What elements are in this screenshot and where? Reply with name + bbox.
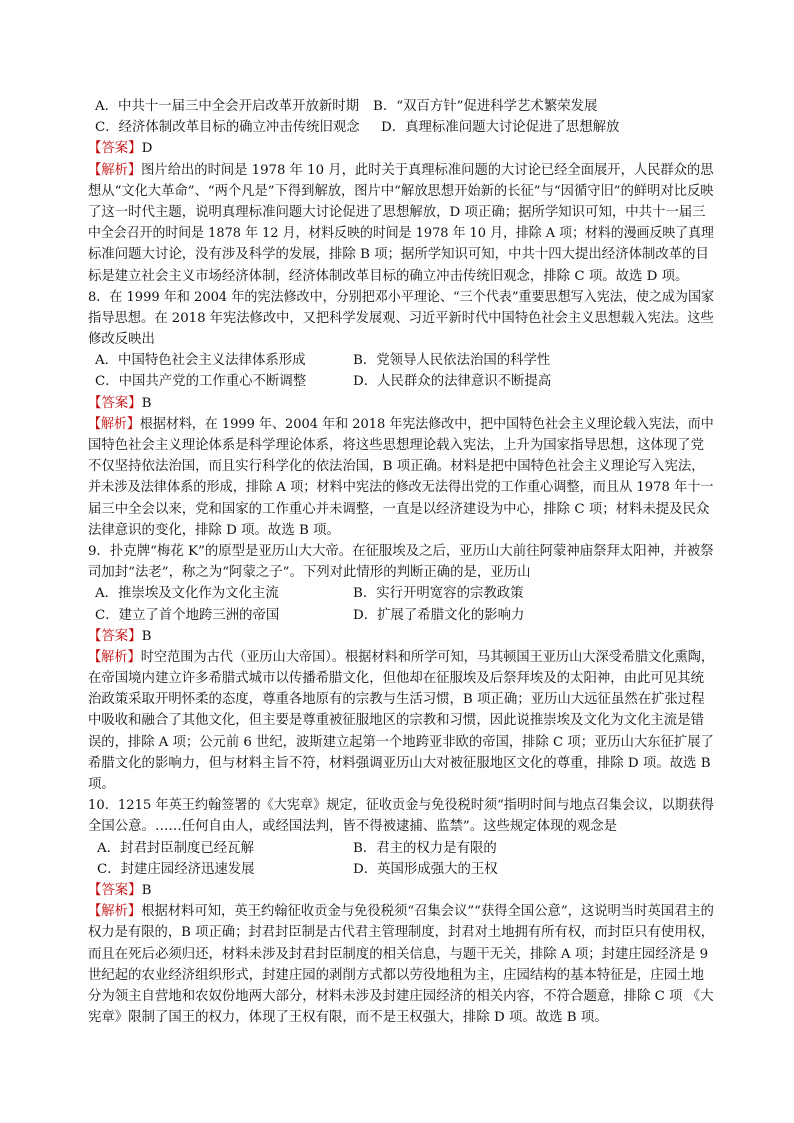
answer-value: B (141, 395, 152, 411)
q8-option-b: B．党领导人民依法治国的科学性 (353, 353, 551, 369)
q8-option-d: D．人民群众的法律意识不断提高 (353, 374, 552, 390)
q8-answer (88, 393, 714, 414)
q7-analysis-line: 了这一时代主题，说明真理标准问题大讨论促进了思想解放，D 项正确；据所学知识可知，中共十一届三 (88, 204, 706, 220)
q10-option-b: B．君主的权力是有限的 (353, 840, 497, 856)
q10-options-row-2 (88, 859, 714, 880)
q7-analysis-line: 标准问题大讨论，没有涉及科学的发展，排除 B 项；据所学知识可知，中共十四大提出经济体制改革的目 (88, 247, 709, 263)
q10-analysis-line: 宪章》限制了国王的权力，体现了王权有限，而不是王权强大，排除 D 项。故选 B 项。 (88, 1010, 608, 1026)
answer-value: D (141, 141, 153, 157)
q10-stem-line: 10．1215 年英王约翰签署的《大宪章》规定，征收贡金与免役税时须“指明时间与地点召集会议，以期获得 (88, 798, 715, 814)
q9-analysis-line: 误的，排除 A 项；公元前 6 世纪，波斯建立起第一个地跨亚非欧的帝国，排除 C 项；亚历山大东征扩展了 (88, 734, 714, 750)
q9-options-row-1 (88, 583, 714, 604)
q9-analysis-line: 在帝国境内建立许多希腊式城市以传播希腊文化，但他却在征服埃及后祭拜埃及的太阳神，由此可见其统 (88, 671, 704, 687)
answer-label: 【答案】 (88, 882, 142, 898)
q9-stem-line: 司加封“法老”，称之为“阿蒙之子”。下列对此情形的判断正确的是，亚历山 (88, 565, 531, 581)
q10-analysis-line: 权力是有限的，B 项正确；封君封臣制是古代君主管理制度，封君对土地拥有所有权，而封臣只有使用权， (88, 925, 715, 941)
q9-option-b: B．实行开明宽容的宗教政策 (353, 586, 524, 602)
q7-analysis-line: 标是建立社会主义市场经济体制，经济体制改革目标的确立冲击传统旧观念，排除 C 项。故选 D 项。 (88, 268, 689, 284)
q8-option-c: C．中国共产党的工作重心不断调整 (95, 374, 307, 390)
q10-answer (88, 880, 714, 901)
q8-analysis-line: 不仅坚持依法治国，而且实行科学化的依法治国，B 项正确。材料是把中国特色社会主义理论写入宪法， (88, 459, 705, 475)
answer-label: 【答案】 (88, 141, 142, 157)
q10-analysis-line: 【解析】根据材料可知，英王约翰征收贡金与免役税须“召集会议”“获得全国公意”，这说明当时英国君主的 (88, 904, 714, 920)
answer-label: 【答案】 (88, 628, 142, 644)
q9-analysis-line: 治政策采取开明怀柔的态度，尊重各地原有的宗教与生活习惯，B 项正确；亚历山大远征虽然在扩张过程 (88, 692, 705, 708)
q10-analysis-line: 世纪起的农业经济组织形式，封建庄园的剥削方式都以劳役地租为主，庄园结构的基本特征是，庄园土地 (88, 967, 704, 983)
q7-option-d: D．真理标准问题大讨论促进了思想解放 (381, 120, 620, 136)
q7-answer (88, 138, 714, 159)
q7-analysis-line: 想从“文化大革命”、“两个凡是”下得到解放，图片中“解放思想开始新的长征”与“因循守旧”的鲜明对比反映 (88, 183, 714, 199)
q9-option-c: C．建立了首个地跨三洲的帝国 (95, 607, 280, 623)
q10-analysis-line: 分为领主自营地和农奴份地两大部分，材料未涉及封建庄园经济的相关内容，不符合题意，排除 C 项 《大 (88, 988, 714, 1004)
answer-value: B (141, 882, 152, 898)
page-content (88, 96, 714, 1028)
q7-analysis-line: 中全会召开的时间是 1878 年 12 月，材料反映的时间是 1978 年 10 月，排除 A 项；材料的漫画反映了真理 (88, 226, 714, 242)
q9-analysis-line: 中吸收和融合了其他文化，但主要是尊重被征服地区的宗教和习惯，因此说推崇埃及文化为文化主流是错 (88, 713, 704, 729)
q8-analysis-line: 【解析】根据材料，在 1999 年、2004 年和 2018 年宪法修改中，把中国特色社会主义理论载入宪法，而中 (88, 416, 714, 432)
analysis-label: 【解析】 (88, 162, 142, 178)
q7-option-a: A．中共十一届三中全会开启改革开放新时期 (95, 99, 360, 114)
q9-analysis-line: 项。 (88, 777, 115, 792)
q8-analysis-line: 并未涉及法律体系的形成，排除 A 项；材料中宪法的修改无法得出党的工作重心调整，而且从 1978 年十一 (88, 480, 714, 496)
q9-analysis-line: 希腊文化的影响力，但与材料主旨不符，材料强调亚历山大对被征服地区文化的尊重，排除 D 项。故选 B (88, 755, 711, 771)
q8-analysis-line: 法律意识的变化，排除 D 项。故选 B 项。 (88, 522, 340, 538)
q8-options-row-1 (88, 350, 714, 371)
q9-option-d: D．扩展了希腊文化的影响力 (353, 607, 525, 623)
analysis-label: 【解析】 (88, 904, 142, 920)
analysis-label: 【解析】 (88, 416, 140, 432)
answer-label: 【答案】 (88, 395, 142, 411)
q10-option-a: A．封君封臣制度已经瓦解 (97, 840, 254, 856)
analysis-label: 【解析】 (88, 649, 141, 665)
q9-option-a: A．推崇埃及文化作为文化主流 (95, 586, 279, 602)
q7-option-c: C．经济体制改革目标的确立冲击传统旧观念 (95, 120, 360, 136)
q8-stem-line: 指导思想。在 2018 年宪法修改中，又把科学发展观、习近平新时代中国特色社会主义思想载入宪法。这些 (88, 310, 714, 326)
q8-option-a: A．中国特色社会主义法律体系形成 (95, 353, 306, 369)
q10-stem-line: 全国公意。……任何自由人，或经国法判，皆不得被逮捕、监禁”。这些规定体现的观念是 (88, 819, 618, 835)
q7-option-b: B．“双百方针”促进科学艺术繁荣发展 (373, 99, 598, 114)
q8-stem-line: 修改反映出 (88, 332, 155, 348)
q10-analysis-line: 而且在死后必须归还，材料未涉及封君封臣制度的相关信息，与题干无关，排除 A 项；封建庄园经济是 9 (88, 946, 709, 962)
answer-value: B (141, 628, 152, 644)
q8-stem-line: 8．在 1999 年和 2004 年的宪法修改中，分别把邓小平理论、“三个代表”重要思想写入宪法，使之成为国家 (88, 289, 715, 305)
q9-analysis-line: 【解析】时空范围为古代（亚历山大帝国）。根据材料和所学可知，马其顿国王亚历山大深受希腊文化熏陶， (88, 649, 715, 665)
q9-options-row-2 (88, 605, 714, 626)
q9-stem-line: 9．扑克牌“梅花 K”的原型是亚历山大大帝。在征服埃及之后，亚历山大前往阿蒙神庙祭拜太阳神，并被祭 (88, 543, 714, 559)
q10-options-row-1 (88, 838, 714, 859)
q9-answer (88, 626, 714, 647)
q7-options-row-1 (88, 96, 714, 117)
q7-analysis-line: 【解析】图片给出的时间是 1978 年 10 月，此时关于真理标准问题的大讨论已经全面展开，人民群众的思 (88, 162, 714, 178)
q8-options-row-2 (88, 371, 714, 392)
q7-options-row-2 (88, 117, 714, 138)
q8-analysis-line: 国特色社会主义理论体系是科学理论体系，将这些思想理论载入宪法，上升为国家指导思想，这体现了党 (88, 438, 704, 453)
q10-option-c: C．封建庄园经济迅速发展 (97, 861, 255, 877)
q8-analysis-line: 届三中全会以来，党和国家的工作重心并未调整，一直是以经济建设为中心，排除 C 项；材料未提及民众 (88, 501, 710, 517)
q10-option-d: D．英国形成强大的王权 (353, 861, 498, 877)
